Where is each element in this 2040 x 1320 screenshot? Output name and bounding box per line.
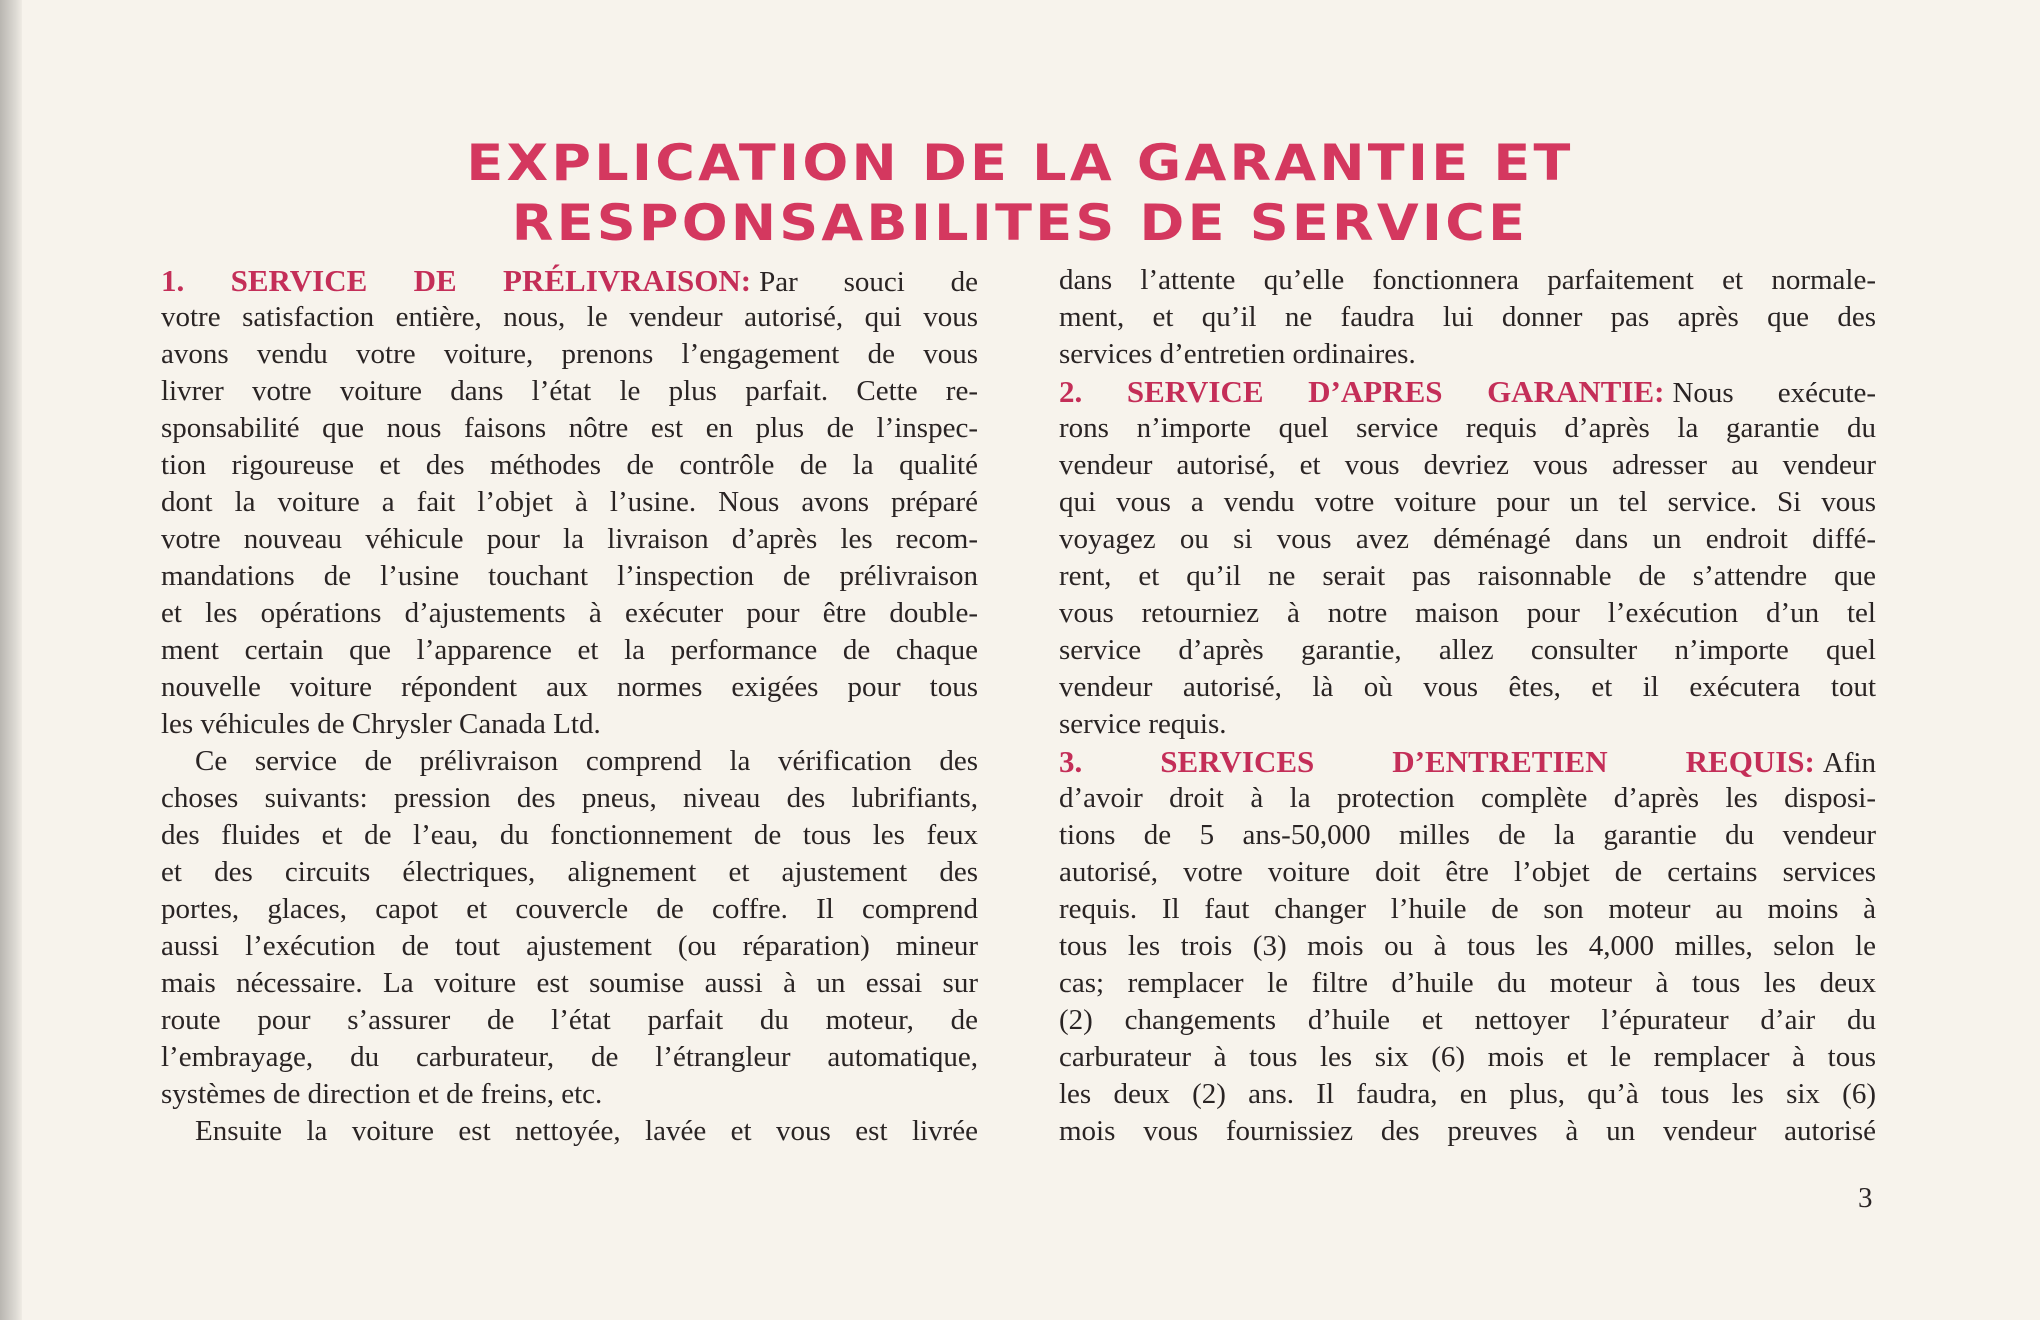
page-title-line-2: RESPONSABILITES DE SERVICE <box>511 194 1529 252</box>
paragraph <box>1059 743 1876 1150</box>
line-text: tions de 5 ans-50,000 milles de la garantie du vendeur <box>1059 819 1876 851</box>
paragraph <box>161 262 978 743</box>
text-line <box>161 1076 978 1113</box>
text-line <box>161 299 978 336</box>
line-text: les deux (2) ans. Il faudra, en plus, qu’à tous les six (6) <box>1059 1078 1876 1110</box>
text-line <box>161 336 978 373</box>
line-text: vendeur autorisé, là où vous êtes, et il exécutera tout <box>1059 671 1876 703</box>
line-text: cas; remplacer le filtre d’huile du moteur à tous les deux <box>1059 967 1876 999</box>
section-heading: 3. SERVICES D’ENTRETIEN REQUIS: <box>1059 744 1815 779</box>
text-line <box>1059 780 1876 817</box>
line-text: rons n’importe quel service requis d’après la garantie du <box>1059 412 1876 444</box>
line-text: dont la voiture a fait l’objet à l’usine. Nous avons préparé <box>161 486 978 518</box>
section-heading: 1. SERVICE DE PRÉLIVRAISON: <box>161 263 752 298</box>
text-line <box>161 669 978 706</box>
line-text: vendeur autorisé, et vous devriez vous adresser au vendeur <box>1059 449 1876 481</box>
line-text: Ensuite la voiture est nettoyée, lavée et vous est livrée <box>195 1115 978 1147</box>
line-text: avons vendu votre voiture, prenons l’engagement de vous <box>161 338 978 370</box>
text-line <box>1059 743 1876 780</box>
text-line <box>1059 521 1876 558</box>
line-text: service d’après garantie, allez consulter n’importe quel <box>1059 634 1876 666</box>
line-text: l’embrayage, du carburateur, de l’étrangleur automatique, <box>161 1041 978 1073</box>
text-line <box>1059 632 1876 669</box>
line-text: choses suivants: pression des pneus, niveau des lubrifiants, <box>161 782 978 814</box>
text-line <box>161 484 978 521</box>
line-text: carburateur à tous les six (6) mois et le remplacer à tous <box>1059 1041 1876 1073</box>
text-line <box>1059 558 1876 595</box>
line-text: service requis. <box>1059 708 1227 740</box>
page-number: 3 <box>1858 1182 1873 1214</box>
text-line <box>1059 373 1876 410</box>
text-line <box>1059 410 1876 447</box>
line-text: mandations de l’usine touchant l’inspection de prélivraison <box>161 560 978 592</box>
right-column <box>1059 262 1876 1150</box>
text-line <box>1059 928 1876 965</box>
text-line <box>161 1002 978 1039</box>
line-text: votre nouveau véhicule pour la livraison d’après les recom- <box>161 523 978 555</box>
text-line <box>1059 336 1876 373</box>
line-text: aussi l’exécution de tout ajustement (ou réparation) mineur <box>161 930 978 962</box>
section-heading: 2. SERVICE D’APRES GARANTIE: <box>1059 374 1665 409</box>
text-line <box>1059 262 1876 299</box>
text-line <box>161 1039 978 1076</box>
line-text: des fluides et de l’eau, du fonctionnement de tous les feux <box>161 819 978 851</box>
text-line <box>161 521 978 558</box>
text-line <box>161 928 978 965</box>
line-text: les véhicules de Chrysler Canada Ltd. <box>161 708 601 740</box>
text-line <box>1059 1113 1876 1150</box>
line-text: livrer votre voiture dans l’état le plus parfait. Cette re- <box>161 375 978 407</box>
text-line <box>1059 891 1876 928</box>
paragraph <box>161 1113 978 1150</box>
line-text: tous les trois (3) mois ou à tous les 4,000 milles, selon le <box>1059 930 1876 962</box>
line-text: requis. Il faut changer l’huile de son moteur au moins à <box>1059 893 1876 925</box>
line-text: dans l’attente qu’elle fonctionnera parfaitement et normale- <box>1059 264 1876 296</box>
text-line <box>161 410 978 447</box>
line-text: et les opérations d’ajustements à exécuter pour être double- <box>161 597 978 629</box>
text-line <box>1059 1002 1876 1039</box>
text-line <box>1059 595 1876 632</box>
text-line <box>1059 817 1876 854</box>
line-text: nouvelle voiture répondent aux normes exigées pour tous <box>161 671 978 703</box>
paragraph <box>161 743 978 1113</box>
line-text: Ce service de prélivraison comprend la vérification des <box>195 745 978 777</box>
text-line <box>161 373 978 410</box>
line-text: Afin <box>1822 747 1876 779</box>
line-text: votre satisfaction entière, nous, le vendeur autorisé, qui vous <box>161 301 978 333</box>
left-column <box>161 262 978 1150</box>
text-line <box>1059 1076 1876 1113</box>
text-line <box>161 1113 978 1150</box>
text-line <box>161 854 978 891</box>
text-line <box>1059 484 1876 521</box>
line-text: services d’entretien ordinaires. <box>1059 338 1416 370</box>
text-line <box>1059 965 1876 1002</box>
page-title-line-1: EXPLICATION DE LA GARANTIE ET <box>466 134 1574 192</box>
line-text: mais nécessaire. La voiture est soumise aussi à un essai sur <box>161 967 978 999</box>
line-text: d’avoir droit à la protection complète d’après les disposi- <box>1059 782 1876 814</box>
text-line <box>161 595 978 632</box>
text-line <box>1059 447 1876 484</box>
text-line <box>161 743 978 780</box>
line-text: (2) changements d’huile et nettoyer l’épurateur d’air du <box>1059 1004 1876 1036</box>
line-text: voyagez ou si vous avez déménagé dans un endroit diffé- <box>1059 523 1876 555</box>
text-line <box>161 262 978 299</box>
line-text: rent, et qu’il ne serait pas raisonnable de s’attendre que <box>1059 560 1876 592</box>
text-line <box>161 558 978 595</box>
text-line <box>161 447 978 484</box>
text-line <box>161 965 978 1002</box>
line-text: ment certain que l’apparence et la performance de chaque <box>161 634 978 666</box>
line-text: sponsabilité que nous faisons nôtre est en plus de l’inspec- <box>161 412 978 444</box>
paragraph <box>1059 373 1876 743</box>
line-text: tion rigoureuse et des méthodes de contrôle de la qualité <box>161 449 978 481</box>
text-line <box>1059 669 1876 706</box>
text-line <box>161 891 978 928</box>
line-text: qui vous a vendu votre voiture pour un tel service. Si vous <box>1059 486 1876 518</box>
line-text: systèmes de direction et de freins, etc. <box>161 1078 603 1110</box>
line-text: autorisé, votre voiture doit être l’objet de certains services <box>1059 856 1876 888</box>
line-text: mois vous fournissiez des preuves à un vendeur autorisé <box>1059 1115 1876 1147</box>
text-line <box>161 632 978 669</box>
line-text: et des circuits électriques, alignement et ajustement des <box>161 856 978 888</box>
line-text: portes, glaces, capot et couvercle de coffre. Il comprend <box>161 893 978 925</box>
text-line <box>1059 854 1876 891</box>
text-line <box>161 817 978 854</box>
line-text: Nous exécute- <box>1672 377 1876 409</box>
line-text: route pour s’assurer de l’état parfait du moteur, de <box>161 1004 978 1036</box>
text-line <box>1059 1039 1876 1076</box>
line-text: vous retourniez à notre maison pour l’exécution d’un tel <box>1059 597 1876 629</box>
text-line <box>161 780 978 817</box>
paragraph <box>1059 262 1876 373</box>
line-text: ment, et qu’il ne faudra lui donner pas après que des <box>1059 301 1876 333</box>
text-line <box>161 706 978 743</box>
text-line <box>1059 299 1876 336</box>
line-text: Par souci de <box>759 266 978 298</box>
text-line <box>1059 706 1876 743</box>
